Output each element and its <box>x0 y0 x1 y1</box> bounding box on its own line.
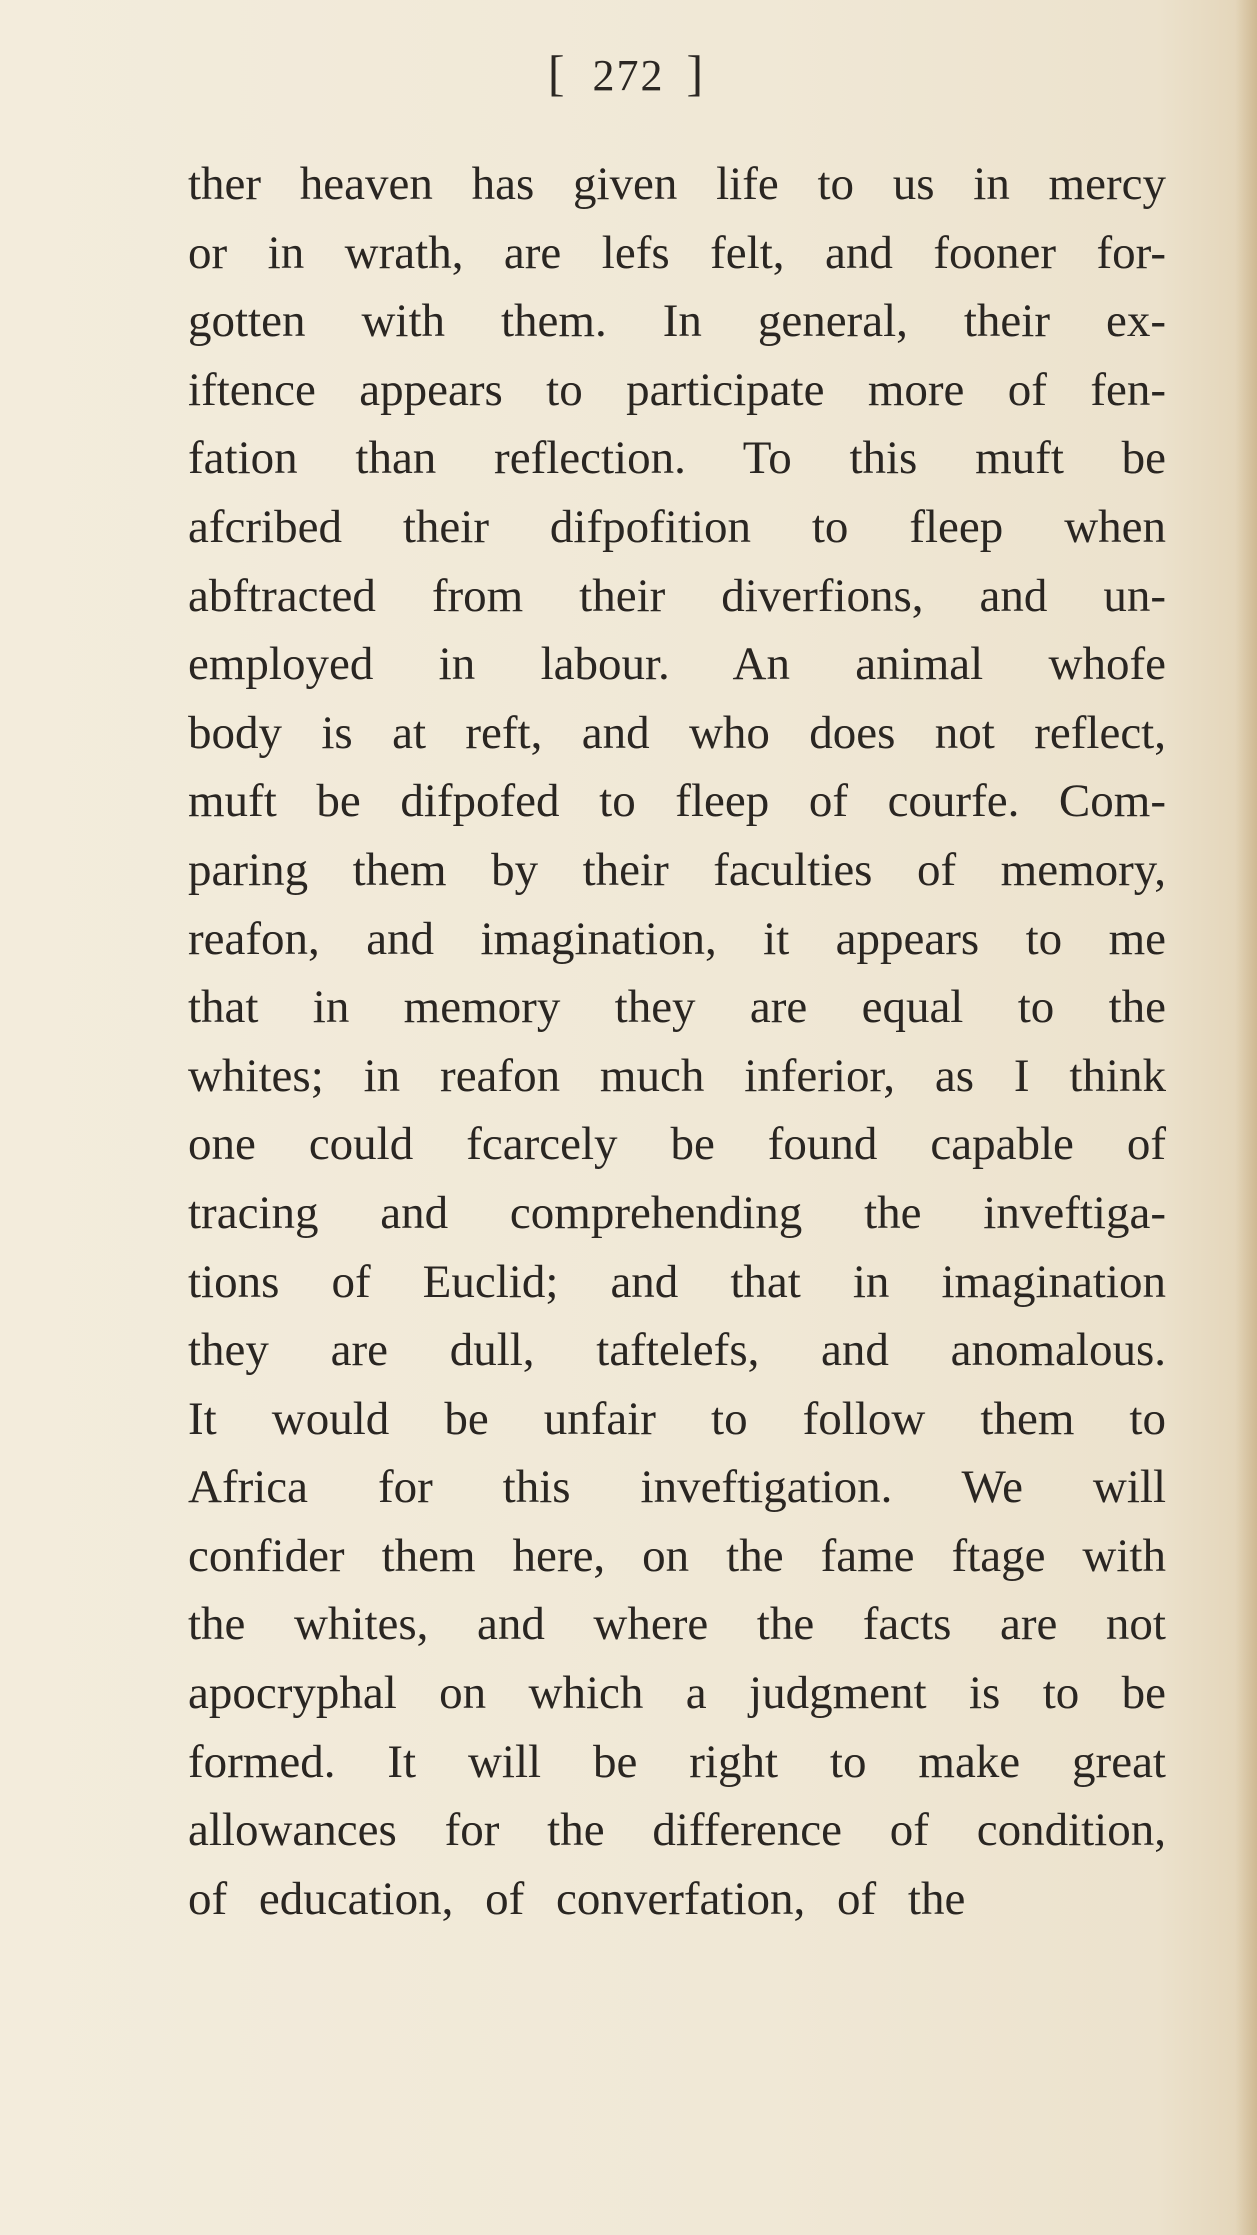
text-line: whites; in reafon much inferior, as I think <box>188 1049 1166 1102</box>
text-line: tions of Euclid; and that in imagination <box>188 1255 1166 1308</box>
text-line: confider them here, on the fame ftage with <box>188 1529 1166 1582</box>
page-number <box>0 44 1257 102</box>
text-line: allowances for the difference of condition, <box>188 1804 1166 1857</box>
text-line: afcribed their difpofition to fleep when <box>188 500 1166 553</box>
text-line: formed. It will be right to make great <box>188 1735 1166 1788</box>
text-line: or in wrath, are lefs felt, and fooner for- <box>188 226 1166 279</box>
text-line: employed in labour. An animal whofe <box>188 638 1166 691</box>
text-line: abftracted from their diverfions, and un- <box>188 569 1166 622</box>
page-edge-shadow <box>1235 0 1257 2235</box>
text-line: iftence appears to participate more of fen- <box>188 363 1166 416</box>
text-line: muft be difpofed to fleep of courfe. Com- <box>188 775 1166 828</box>
text-line: Africa for this inveftigation. We will <box>188 1461 1166 1514</box>
text-line: of education, of converfation, of the <box>188 1872 966 1925</box>
text-line: ther heaven has given life to us in mercy <box>188 158 1166 210</box>
text-line: that in memory they are equal to the <box>188 981 1166 1034</box>
text-line: body is at reft, and who does not reflect, <box>188 706 1166 759</box>
text-line: one could fcarcely be found capable of <box>188 1118 1166 1171</box>
page-number-close-bracket: ] <box>686 45 710 101</box>
page-number-open-bracket: [ <box>547 45 571 101</box>
text-line: fation than reflection. To this muft be <box>188 432 1166 485</box>
text-line: they are dull, taftelefs, and anomalous. <box>188 1324 1166 1377</box>
text-line: apocryphal on which a judgment is to be <box>188 1667 1166 1720</box>
body-text <box>188 150 1166 1933</box>
text-line: It would be unfair to follow them to <box>188 1392 1166 1445</box>
text-line: paring them by their faculties of memory, <box>188 843 1166 896</box>
text-line: gotten with them. In general, their ex- <box>188 295 1166 348</box>
text-line: tracing and comprehending the inveftiga- <box>188 1186 1166 1239</box>
page-number-value: 272 <box>592 51 665 100</box>
text-line: the whites, and where the facts are not <box>188 1598 1166 1651</box>
text-line: reafon, and imagination, it appears to me <box>188 912 1166 965</box>
